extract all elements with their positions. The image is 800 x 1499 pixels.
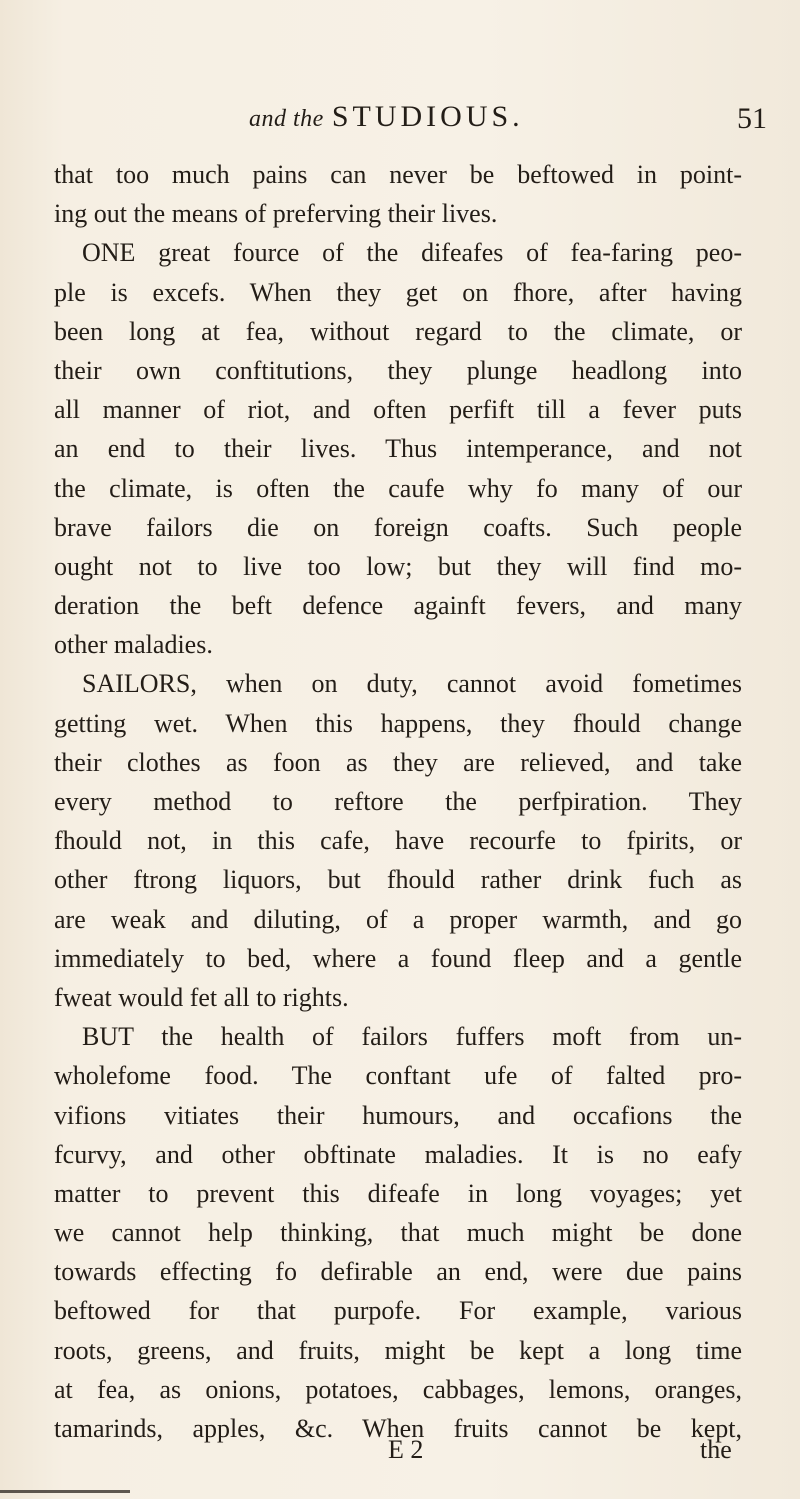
text-line: immediately to bed, where a found fleep and a gentle: [54, 943, 742, 973]
text-line: the climate, is often the caufe why fo many of our: [54, 473, 742, 503]
running-head: [249, 100, 524, 134]
text-line: fweat would fet all to rights.: [54, 982, 349, 1012]
text-line: ing out the means of preferving their lives.: [54, 199, 498, 229]
text-line: fhould not, in this cafe, have recourfe to fpirits, or: [54, 826, 742, 856]
body-text: [54, 155, 742, 1448]
text-line: brave failors die on foreign coafts. Such people: [54, 512, 742, 542]
text-line: matter to prevent this difeafe in long voyages; yet: [54, 1178, 742, 1208]
page-edge-rule: [0, 1490, 130, 1493]
text-line: tamarinds, apples, &c. When fruits cannot be kept,: [54, 1414, 742, 1443]
text-line: other ftrong liquors, but fhould rather drink fuch as: [54, 865, 742, 895]
text-line: their own conftitutions, they plunge headlong into: [54, 355, 742, 385]
signature-mark: E 2: [388, 1435, 424, 1464]
text-line: an end to their lives. Thus intemperance, and not: [54, 434, 742, 464]
text-line: other maladies.: [54, 630, 213, 660]
running-head-title: STUDIOUS.: [331, 100, 524, 133]
text-line: ought not to live too low; but they will find mo-: [54, 551, 742, 581]
text-line: towards effecting fo defirable an end, were due pains: [54, 1257, 742, 1287]
text-line: wholefome food. The conftant ufe of falted pro-: [54, 1061, 742, 1091]
text-line: all manner of riot, and often perfift till a fever puts: [54, 395, 742, 425]
text-line: their clothes as foon as they are relieved, and take: [54, 747, 742, 777]
text-line: fcurvy, and other obftinate maladies. It is no eafy: [54, 1139, 742, 1169]
text-line: are weak and diluting, of a proper warmth, and go: [54, 904, 742, 934]
page-footer: [0, 1435, 800, 1475]
text-line: roots, greens, and fruits, might be kept a long time: [54, 1335, 742, 1365]
text-line: deration the beft defence againft fevers, and many: [54, 591, 742, 621]
text-line: vifions vitiates their humours, and occafions the: [54, 1100, 742, 1130]
page-header: [0, 100, 800, 144]
running-head-prefix: and the: [249, 106, 324, 132]
text-line: beftowed for that purpofe. For example, various: [54, 1296, 742, 1326]
text-line: been long at fea, without regard to the climate, or: [54, 316, 742, 346]
text-line: every method to reftore the perfpiration. They: [54, 787, 742, 816]
text-line: that too much pains can never be beftowed in point-: [54, 160, 742, 189]
paragraph-start-line: BUT the health of failors fuffers moft from un-: [82, 1022, 742, 1052]
text-line: we cannot help thinking, that much might be done: [54, 1218, 742, 1248]
text-line: getting wet. When this happens, they fhould change: [54, 708, 742, 738]
text-line: ple is excefs. When they get on fhore, after having: [54, 277, 742, 307]
paragraph-start-line: SAILORS, when on duty, cannot avoid fometimes: [82, 669, 742, 699]
paragraph-start-line: ONE great fource of the difeafes of fea-faring peo-: [82, 238, 742, 268]
page-number: 51: [737, 102, 767, 135]
catchword: the: [700, 1435, 732, 1464]
text-line: at fea, as onions, potatoes, cabbages, lemons, oranges,: [54, 1374, 742, 1404]
